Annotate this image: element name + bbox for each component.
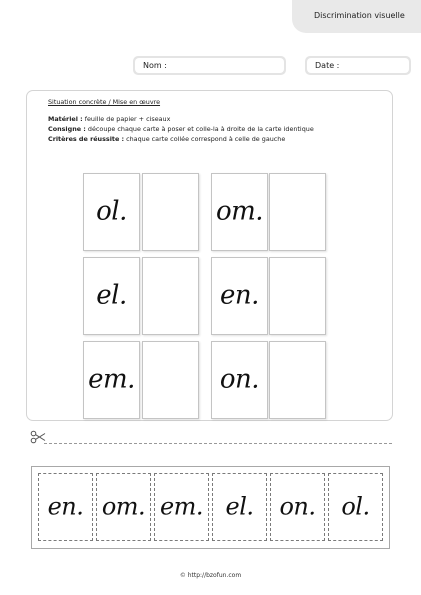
model-card xyxy=(83,257,140,335)
cutout-card[interactable] xyxy=(96,473,151,541)
criteres-label: Critères de réussite : xyxy=(48,135,125,143)
criteres-line xyxy=(48,135,285,143)
activity-title: Situation concrète / Mise en œuvre xyxy=(48,98,161,106)
model-card xyxy=(83,341,140,419)
cutout-card[interactable] xyxy=(212,473,267,541)
card-word: om. xyxy=(101,492,146,521)
card-word: em. xyxy=(88,364,135,395)
consigne-value: découpe chaque carte à poser et colle-la à droite de la carte identique xyxy=(85,125,314,133)
criteres-value: chaque carte collée correspond à celle de gauche xyxy=(124,135,286,143)
card-word: el. xyxy=(96,280,127,311)
paste-slot[interactable] xyxy=(142,341,199,419)
footer-credit: © http://bzofun.com xyxy=(179,572,242,579)
model-card xyxy=(211,257,268,335)
materiel-line xyxy=(48,115,170,123)
card-word: ol. xyxy=(96,196,127,227)
name-field[interactable] xyxy=(133,56,286,75)
paste-slot[interactable] xyxy=(142,173,199,251)
materiel-label: Matériel : xyxy=(48,115,83,123)
consigne-label: Consigne : xyxy=(48,125,86,133)
card-word: ol. xyxy=(341,492,370,521)
card-word: em. xyxy=(159,492,204,521)
materiel-value: feuille de papier + ciseaux xyxy=(82,115,171,123)
card-word: on. xyxy=(279,492,316,521)
header-tab xyxy=(292,0,421,33)
date-field-label: Date : xyxy=(315,61,340,70)
cutout-card[interactable] xyxy=(38,473,93,541)
card-word: en. xyxy=(47,492,84,521)
model-card xyxy=(211,173,268,251)
cutout-card[interactable] xyxy=(328,473,383,541)
card-word: en. xyxy=(220,280,259,311)
card-word: on. xyxy=(219,364,260,395)
cutout-card[interactable] xyxy=(154,473,209,541)
cut-line xyxy=(44,443,392,444)
date-field[interactable] xyxy=(305,56,411,75)
scissors-icon xyxy=(30,430,46,444)
header-tab-title: Discrimination visuelle xyxy=(314,11,405,20)
name-field-label: Nom : xyxy=(143,61,167,70)
model-card xyxy=(83,173,140,251)
paste-slot[interactable] xyxy=(269,341,326,419)
card-word: om. xyxy=(215,196,264,227)
paste-slot[interactable] xyxy=(269,257,326,335)
card-word: el. xyxy=(225,492,254,521)
model-card xyxy=(211,341,268,419)
paste-slot[interactable] xyxy=(269,173,326,251)
cutout-card[interactable] xyxy=(270,473,325,541)
consigne-line xyxy=(48,125,314,133)
paste-slot[interactable] xyxy=(142,257,199,335)
